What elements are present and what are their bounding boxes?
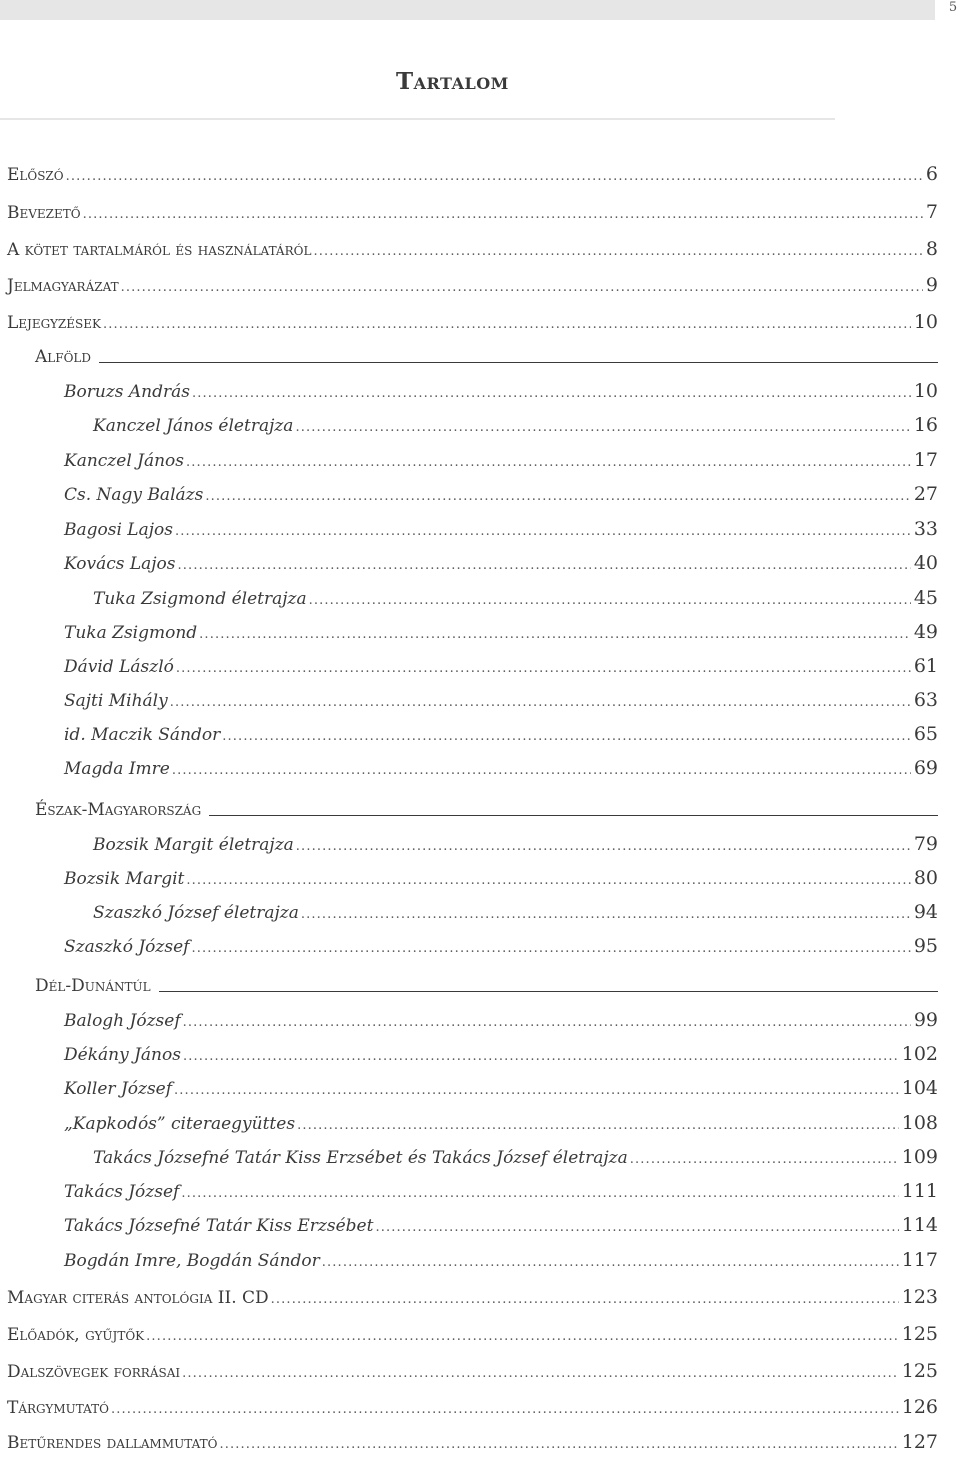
dot-leader [186, 868, 910, 894]
dot-leader [297, 1113, 899, 1139]
dot-leader [301, 902, 911, 928]
dot-leader [183, 1010, 911, 1036]
dot-leader [182, 1361, 899, 1387]
dot-leader [121, 275, 923, 301]
toc-entry-label: Sajti Mihály [64, 691, 168, 711]
toc-entry-page: 123 [901, 1286, 938, 1308]
toc-entry[interactable] [64, 687, 938, 713]
toc-entry-page: 10 [913, 311, 938, 333]
dot-leader [66, 164, 923, 190]
toc-entry[interactable] [64, 1247, 938, 1273]
toc-entry-label: Előadók, gyűjtők [7, 1325, 145, 1345]
dot-leader [630, 1147, 899, 1173]
toc-entry-page: 33 [913, 518, 938, 540]
toc-entry[interactable] [64, 1212, 938, 1238]
dot-leader [205, 484, 910, 510]
toc-entry-label: Dávid László [64, 657, 174, 677]
dot-leader [103, 312, 911, 338]
toc-entry-page: 8 [925, 238, 938, 260]
toc-entry[interactable] [64, 481, 938, 507]
section-heading [35, 797, 938, 823]
toc-entry[interactable] [7, 309, 938, 335]
dot-leader [186, 450, 911, 476]
toc-entry-label: Bogdán Imre, Bogdán Sándor [64, 1251, 320, 1271]
section-heading-label: Dél-Dunántúl [35, 976, 151, 996]
toc-entry[interactable] [64, 1110, 938, 1136]
toc-entry[interactable] [7, 272, 938, 298]
toc-entry-label: Jelmagyarázat [7, 276, 119, 296]
toc-entry-page: 40 [913, 552, 938, 574]
dot-leader [181, 1181, 898, 1207]
toc-entry[interactable] [93, 831, 938, 857]
toc-entry[interactable] [7, 236, 938, 262]
dot-leader [313, 239, 922, 265]
toc-entry-label: Boruzs András [64, 382, 190, 402]
toc-entry-page: 69 [913, 757, 938, 779]
toc-entry-page: 114 [901, 1214, 938, 1236]
toc-entry-page: 99 [913, 1009, 938, 1031]
section-heading [35, 344, 938, 370]
dot-leader [175, 519, 911, 545]
toc-entry-label: Kanczel János [64, 451, 185, 471]
toc-entry-label: Bagosi Lajos [64, 520, 173, 540]
toc-entry[interactable] [7, 1358, 938, 1384]
toc-entry-label: id. Maczik Sándor [64, 725, 221, 745]
toc-entry-page: 65 [913, 723, 938, 745]
page-number: 5 [948, 0, 958, 15]
dot-leader [295, 415, 910, 441]
toc-entry-page: 104 [901, 1077, 938, 1099]
toc-entry-label: Takács Józsefné Tatár Kiss Erzsébet [64, 1216, 374, 1236]
toc-entry-label: Szaszkó József [64, 937, 190, 957]
toc-entry[interactable] [64, 619, 938, 645]
toc-entry-page: 126 [901, 1396, 938, 1418]
dot-leader [309, 588, 911, 614]
toc-entry-page: 111 [901, 1180, 938, 1202]
toc-entry-label: Szaszkó József életrajza [93, 903, 299, 923]
toc-entry-label: Dalszövegek forrásai [7, 1362, 181, 1382]
toc-entry-page: 127 [901, 1431, 938, 1453]
toc-entry-page: 16 [913, 414, 938, 436]
toc-entry-page: 10 [913, 380, 938, 402]
toc-entry-label: Tuka Zsigmond életrajza [93, 589, 307, 609]
dot-leader [183, 1044, 899, 1070]
toc-entry[interactable] [64, 516, 938, 542]
toc-entry-label: Balogh József [64, 1011, 181, 1031]
toc-entry[interactable] [64, 550, 938, 576]
section-rule [99, 362, 938, 363]
toc-entry[interactable] [93, 412, 938, 438]
toc-entry[interactable] [7, 1429, 938, 1455]
toc-entry-label: Tárgymutató [7, 1398, 109, 1418]
dot-leader [375, 1215, 898, 1241]
section-heading-label: Alföld [35, 347, 91, 367]
toc-entry[interactable] [64, 721, 938, 747]
toc-entry-label: Tuka Zsigmond [64, 623, 198, 643]
toc-entry[interactable] [7, 1321, 938, 1347]
toc-entry-page: 6 [925, 163, 938, 185]
toc-entry-page: 61 [913, 655, 938, 677]
dot-leader [191, 936, 910, 962]
toc-entry[interactable] [7, 199, 938, 225]
toc-entry-label: Előszó [7, 165, 64, 185]
toc-entry[interactable] [64, 755, 938, 781]
toc-entry-page: 95 [913, 935, 938, 957]
dot-leader [176, 656, 911, 682]
toc-entry-page: 9 [925, 274, 938, 296]
toc-entry-label: Betűrendes dallammutató [7, 1433, 218, 1453]
toc-entry[interactable] [93, 585, 938, 611]
section-rule [209, 815, 938, 816]
toc-entry-page: 27 [913, 483, 938, 505]
dot-leader [192, 381, 911, 407]
dot-leader [322, 1250, 899, 1276]
toc-entry-label: Bevezető [7, 203, 81, 223]
toc-entry-page: 49 [913, 621, 938, 643]
dot-leader [170, 690, 911, 716]
toc-entry-label: Bozsik Margit életrajza [93, 835, 294, 855]
toc-entry-label: A kötet tartalmáról és használatáról [7, 240, 312, 260]
dot-leader [172, 758, 911, 784]
toc-entry[interactable] [93, 1144, 938, 1170]
toc-entry[interactable] [64, 1007, 938, 1033]
toc-entry-page: 109 [901, 1146, 938, 1168]
toc-entry-page: 125 [901, 1360, 938, 1382]
toc-entry[interactable] [64, 1075, 938, 1101]
toc-entry-page: 108 [901, 1112, 938, 1134]
toc-entry[interactable] [7, 1394, 938, 1420]
dot-leader [296, 834, 911, 860]
dot-leader [219, 1432, 898, 1458]
dot-leader [271, 1287, 899, 1313]
toc-entry-label: Dékány János [64, 1045, 181, 1065]
toc-entry-label: Bozsik Margit [64, 869, 185, 889]
section-rule [159, 991, 938, 992]
dot-leader [111, 1397, 899, 1423]
dot-leader [178, 553, 911, 579]
dot-leader [83, 202, 923, 228]
toc-entry[interactable] [64, 447, 938, 473]
page-title: Tartalom [396, 68, 509, 95]
toc-entry[interactable] [7, 161, 938, 187]
toc-entry-page: 79 [913, 833, 938, 855]
toc-entry-page: 125 [901, 1323, 938, 1345]
toc-entry[interactable] [64, 933, 938, 959]
toc-entry-label: Kanczel János életrajza [93, 416, 294, 436]
toc-entry-page: 17 [913, 449, 938, 471]
dot-leader [174, 1078, 899, 1104]
toc-entry-page: 117 [901, 1249, 938, 1271]
toc-entry[interactable] [64, 865, 938, 891]
section-heading [35, 973, 938, 999]
dot-leader [222, 724, 911, 750]
toc-entry-label: „Kapkodós” citeraegyüttes [64, 1114, 296, 1134]
toc-entry-label: Magda Imre [64, 759, 170, 779]
toc-entry-page: 94 [913, 901, 938, 923]
toc-entry-label: Magyar citerás antológia II. CD [7, 1288, 269, 1308]
toc-entry-page: 45 [913, 587, 938, 609]
section-heading-label: Észak-Magyarország [35, 800, 202, 820]
toc-entry[interactable] [64, 378, 938, 404]
toc-entry[interactable] [7, 1284, 938, 1310]
toc-entry-label: Takács József [64, 1182, 180, 1202]
toc-entry[interactable] [64, 653, 938, 679]
toc-entry[interactable] [64, 1178, 938, 1204]
dot-leader [199, 622, 911, 648]
toc-entry-label: Lejegyzések [7, 313, 101, 333]
toc-entry-page: 63 [913, 689, 938, 711]
toc-entry-page: 80 [913, 867, 938, 889]
dot-leader [146, 1324, 899, 1350]
toc-entry-page: 102 [901, 1043, 938, 1065]
toc-entry[interactable] [93, 899, 938, 925]
toc-entry-label: Kovács Lajos [64, 554, 176, 574]
toc-entry-label: Cs. Nagy Balázs [64, 485, 204, 505]
toc-entry[interactable] [64, 1041, 938, 1067]
toc-entry-page: 7 [925, 201, 938, 223]
toc-entry-label: Takács Józsefné Tatár Kiss Erzsébet és Takács József életrajza [93, 1148, 628, 1168]
toc-entry-label: Koller József [64, 1079, 173, 1099]
